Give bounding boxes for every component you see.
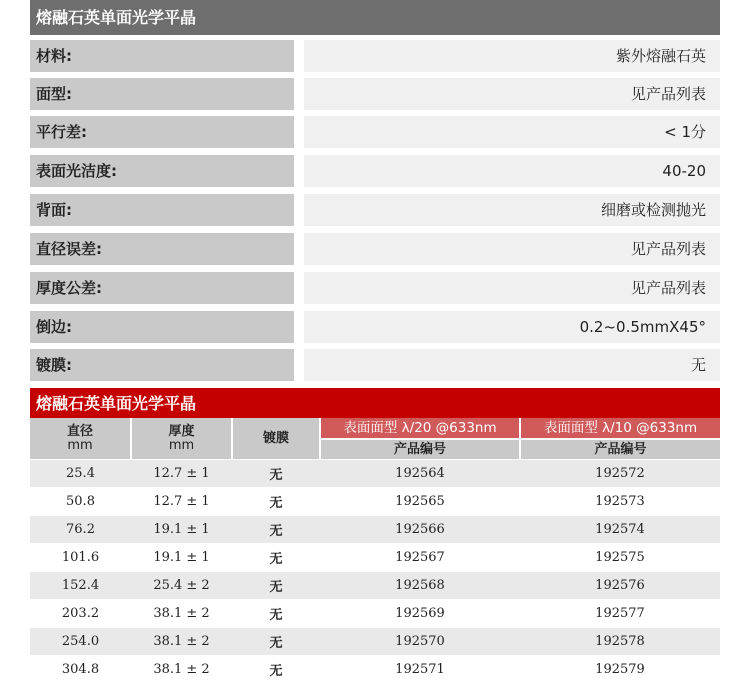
- cell-thickness: 19.1 ± 1: [131, 516, 232, 544]
- cell-diameter: 254.0: [30, 628, 131, 656]
- table-row: [30, 516, 720, 544]
- cell-diameter: 203.2: [30, 600, 131, 628]
- cell-coating: 无: [232, 600, 320, 628]
- header-diameter: 直径: [66, 423, 93, 439]
- header-diameter-unit: mm: [67, 437, 93, 453]
- cell-coating: 无: [232, 628, 320, 656]
- col-header-surface-lambda10: 表面面型 λ/10 @633nm: [520, 418, 720, 439]
- spec-label: 平行差:: [30, 116, 294, 148]
- cell-diameter: 25.4: [30, 460, 131, 488]
- table-row: [30, 488, 720, 516]
- spec-section-title: 熔融石英单面光学平晶: [30, 0, 720, 35]
- spec-label: 镀膜:: [30, 349, 294, 381]
- cell-coating: 无: [232, 460, 320, 488]
- col-header-thickness: [131, 418, 232, 460]
- cell-coating: 无: [232, 656, 320, 684]
- cell-part-number-lambda20: 192565: [320, 488, 520, 516]
- spec-value: 无: [304, 349, 720, 381]
- table-row: [30, 460, 720, 488]
- cell-diameter: 50.8: [30, 488, 131, 516]
- cell-part-number-lambda10: 192579: [520, 656, 720, 684]
- cell-part-number-lambda10: 192578: [520, 628, 720, 656]
- spec-label: 倒边:: [30, 311, 294, 343]
- table-row: [30, 656, 720, 684]
- cell-thickness: 19.1 ± 1: [131, 544, 232, 572]
- header-thickness-unit: mm: [168, 437, 195, 453]
- spec-value: 见产品列表: [304, 272, 720, 304]
- spec-value: 细磨或检测抛光: [304, 194, 720, 226]
- col-header-surface-lambda20: 表面面型 λ/20 @633nm: [320, 418, 520, 439]
- spec-label: 材料:: [30, 40, 294, 72]
- spec-label: 面型:: [30, 78, 294, 110]
- spec-value: 0.2~0.5mmX45°: [304, 311, 720, 343]
- spec-row-back-surface: [30, 194, 720, 226]
- col-header-coating: 镀膜: [232, 418, 320, 460]
- cell-part-number-lambda20: 192569: [320, 600, 520, 628]
- col-header-part-number: 产品编号: [320, 439, 520, 460]
- cell-part-number-lambda10: 192572: [520, 460, 720, 488]
- cell-diameter: 152.4: [30, 572, 131, 600]
- spec-row-parallelism: [30, 116, 720, 148]
- spec-row-bevel: [30, 311, 720, 343]
- cell-part-number-lambda10: 192577: [520, 600, 720, 628]
- cell-part-number-lambda20: 192570: [320, 628, 520, 656]
- spec-row-material: [30, 40, 720, 72]
- table-row: [30, 628, 720, 656]
- spec-row-diameter-tolerance: [30, 233, 720, 265]
- spec-row-surface-quality: [30, 155, 720, 187]
- header-thickness: 厚度: [168, 423, 195, 439]
- spec-value: < 1分: [304, 116, 720, 148]
- spec-value: 见产品列表: [304, 78, 720, 110]
- cell-thickness: 12.7 ± 1: [131, 488, 232, 516]
- spec-label: 表面光洁度:: [30, 155, 294, 187]
- col-header-diameter: [30, 418, 131, 460]
- cell-part-number-lambda20: 192567: [320, 544, 520, 572]
- cell-diameter: 76.2: [30, 516, 131, 544]
- cell-part-number-lambda10: 192576: [520, 572, 720, 600]
- cell-thickness: 38.1 ± 2: [131, 656, 232, 684]
- col-header-part-number: 产品编号: [520, 439, 720, 460]
- spec-label: 厚度公差:: [30, 272, 294, 304]
- cell-coating: 无: [232, 488, 320, 516]
- cell-part-number-lambda20: 192566: [320, 516, 520, 544]
- table-row: [30, 544, 720, 572]
- cell-coating: 无: [232, 572, 320, 600]
- cell-part-number-lambda10: 192574: [520, 516, 720, 544]
- cell-thickness: 12.7 ± 1: [131, 460, 232, 488]
- cell-diameter: 101.6: [30, 544, 131, 572]
- spec-label: 直径误差:: [30, 233, 294, 265]
- cell-coating: 无: [232, 544, 320, 572]
- spec-row-thickness-tolerance: [30, 272, 720, 304]
- product-table: [30, 418, 720, 683]
- table-row: [30, 600, 720, 628]
- spec-value: 见产品列表: [304, 233, 720, 265]
- cell-part-number-lambda20: 192564: [320, 460, 520, 488]
- cell-part-number-lambda20: 192568: [320, 572, 520, 600]
- cell-part-number-lambda10: 192573: [520, 488, 720, 516]
- product-table-title: 熔融石英单面光学平晶: [30, 388, 720, 418]
- spec-row-coating: [30, 349, 720, 381]
- spec-label: 背面:: [30, 194, 294, 226]
- cell-part-number-lambda20: 192571: [320, 656, 520, 684]
- cell-thickness: 25.4 ± 2: [131, 572, 232, 600]
- cell-diameter: 304.8: [30, 656, 131, 684]
- spec-row-surface-figure: [30, 78, 720, 110]
- cell-thickness: 38.1 ± 2: [131, 600, 232, 628]
- cell-part-number-lambda10: 192575: [520, 544, 720, 572]
- spec-value: 40-20: [304, 155, 720, 187]
- cell-coating: 无: [232, 516, 320, 544]
- table-row: [30, 572, 720, 600]
- cell-thickness: 38.1 ± 2: [131, 628, 232, 656]
- spec-value: 紫外熔融石英: [304, 40, 720, 72]
